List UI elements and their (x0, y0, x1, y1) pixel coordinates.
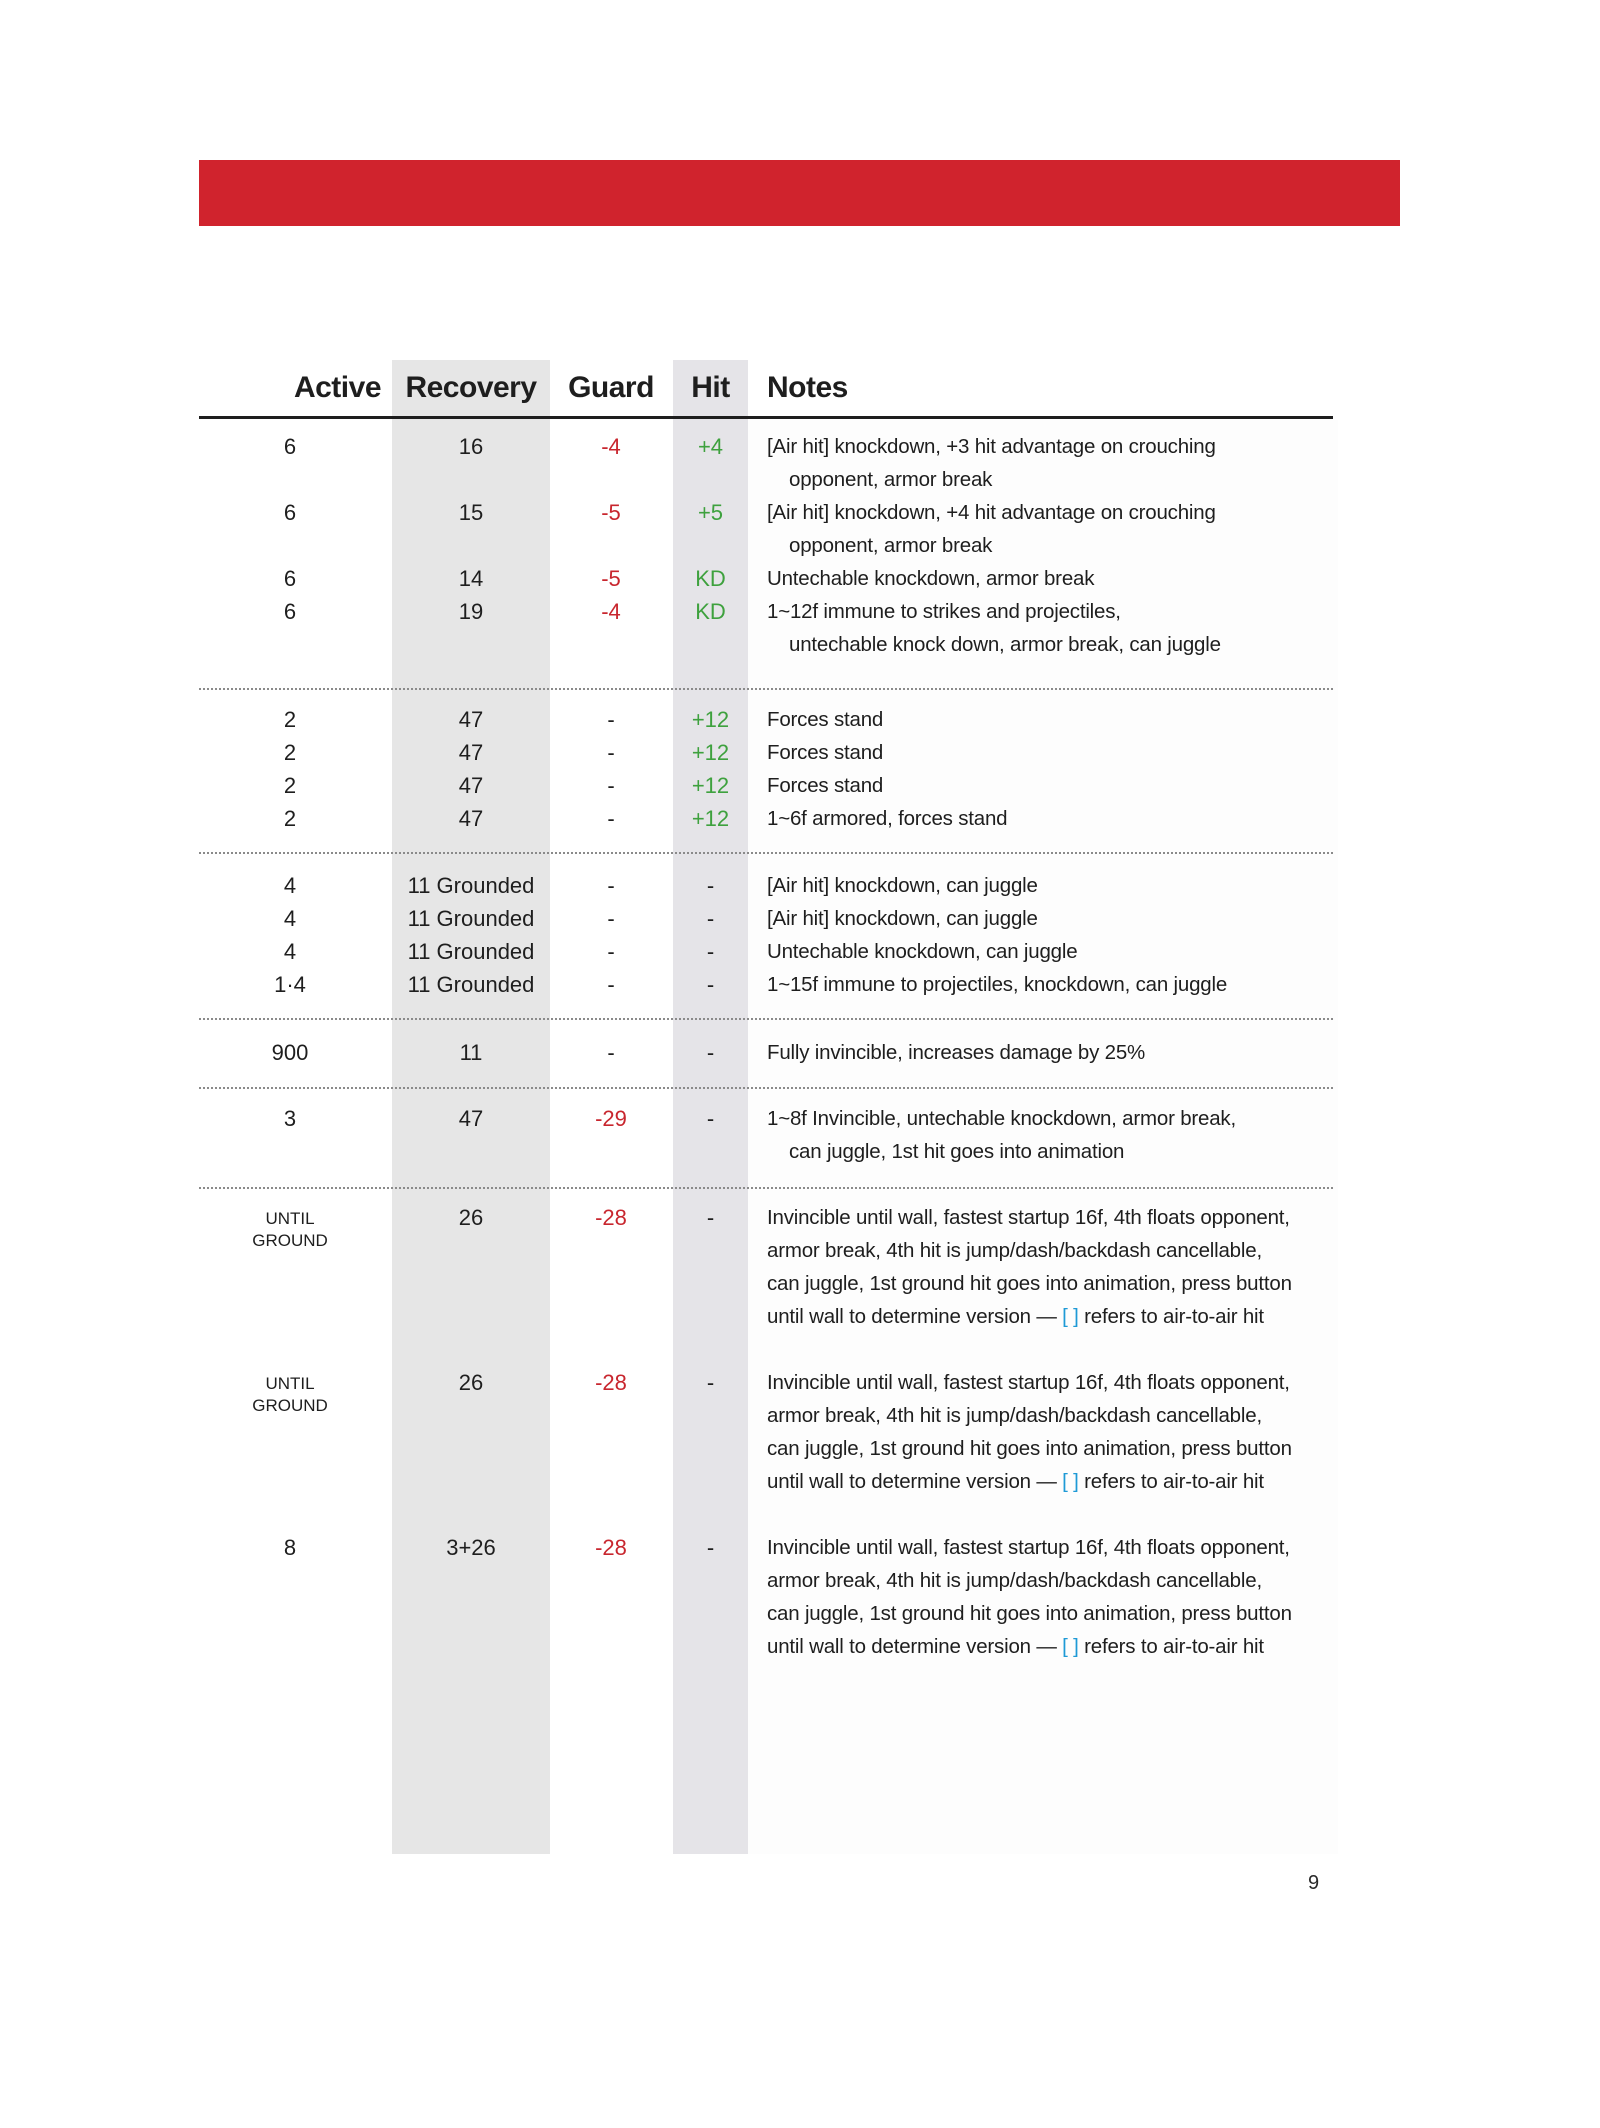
table-row (199, 1366, 1333, 1531)
guard-cell: -29 (595, 1106, 627, 1131)
notes-line: can juggle, 1st ground hit goes into animation, press button (767, 1602, 1292, 1625)
notes-line: [Air hit] knockdown, +4 hit advantage on crouching (767, 501, 1216, 524)
guard-cell: - (607, 1040, 615, 1065)
notes-line: [Air hit] knockdown, +3 hit advantage on crouching (767, 435, 1216, 458)
group-separator (199, 1187, 1333, 1189)
hit-cell: +12 (691, 740, 730, 765)
guard-cell: -5 (601, 500, 621, 525)
notes-cell (767, 1366, 1347, 1498)
notes-text: refers to air-to-air hit (1078, 1470, 1264, 1493)
notes-line: 1~8f Invincible, untechable knockdown, armor break, (767, 1107, 1236, 1130)
notes-line: armor break, 4th hit is jump/dash/backdash cancellable, (767, 1239, 1262, 1262)
guard-cell: -28 (595, 1535, 627, 1560)
hit-cell: - (706, 1370, 715, 1395)
guard-cell: - (607, 773, 615, 798)
table-row (199, 1531, 1333, 1696)
recovery-cell: 26 (458, 1370, 484, 1395)
table-row (199, 1102, 1333, 1168)
header-rule (199, 416, 1333, 419)
notes-text: refers to air-to-air hit (1078, 1305, 1264, 1328)
table-row (199, 935, 1333, 968)
table-row (199, 430, 1333, 496)
active-cell: 4 (283, 939, 297, 964)
table-row (199, 1201, 1333, 1366)
table-row (199, 496, 1333, 562)
hit-cell: - (706, 972, 715, 997)
notes-cell (767, 1201, 1347, 1333)
column-header-hit: Hit (691, 371, 730, 404)
group-separator (199, 852, 1333, 854)
active-line: GROUND (252, 1396, 328, 1415)
column-header-recovery: Recovery (405, 371, 537, 404)
recovery-cell: 11 Grounded (407, 873, 535, 898)
notes-text: refers to air-to-air hit (1078, 1635, 1264, 1658)
hit-cell: KD (695, 566, 726, 591)
table-row (199, 802, 1333, 835)
column-header-guard: Guard (568, 371, 654, 404)
notes-line: opponent, armor break (789, 468, 993, 491)
recovery-cell: 47 (458, 806, 484, 831)
active-cell: 2 (283, 707, 297, 732)
hit-cell: - (706, 1040, 715, 1065)
active-cell: 6 (283, 566, 297, 591)
notes-cell (767, 736, 1347, 769)
guard-cell: - (607, 740, 615, 765)
notes-line: [Air hit] knockdown, can juggle (767, 874, 1038, 897)
air-to-air-bracket: [ ] (1062, 1470, 1079, 1493)
column-header-notes: Notes (767, 371, 848, 404)
notes-cell (767, 1036, 1347, 1069)
notes-line (767, 1630, 1347, 1663)
active-line: UNTIL (265, 1209, 315, 1228)
recovery-cell: 11 Grounded (407, 906, 535, 931)
notes-line: 1~6f armored, forces stand (767, 807, 1008, 830)
group-separator (199, 688, 1333, 690)
recovery-cell: 11 (459, 1040, 483, 1065)
notes-line: Forces stand (767, 708, 884, 731)
active-line: GROUND (252, 1231, 328, 1250)
notes-line: Untechable knockdown, can juggle (767, 940, 1078, 963)
recovery-cell: 47 (458, 1106, 484, 1131)
hit-cell: - (706, 939, 715, 964)
table-row (199, 968, 1333, 1001)
column-header-active: Active (293, 371, 381, 404)
hit-cell: - (706, 1535, 715, 1560)
notes-cell (767, 595, 1347, 661)
table-row (199, 562, 1333, 595)
guard-cell: -4 (601, 599, 621, 624)
hit-cell: +12 (691, 773, 730, 798)
notes-line: Untechable knockdown, armor break (767, 567, 1095, 590)
notes-cell (767, 902, 1347, 935)
hit-cell: - (706, 1205, 715, 1230)
notes-cell (767, 968, 1347, 1001)
notes-line: Invincible until wall, fastest startup 16f, 4th floats opponent, (767, 1206, 1290, 1229)
notes-line: untechable knock down, armor break, can juggle (789, 633, 1221, 656)
notes-line: 1~15f immune to projectiles, knockdown, can juggle (767, 973, 1228, 996)
notes-cell (767, 430, 1347, 496)
table-row (199, 703, 1333, 736)
active-cell: 6 (283, 500, 297, 525)
table-row (199, 869, 1333, 902)
hit-cell: +12 (691, 806, 730, 831)
notes-line: Invincible until wall, fastest startup 16f, 4th floats opponent, (767, 1536, 1290, 1559)
active-cell: 1·4 (274, 972, 306, 997)
table-row (199, 769, 1333, 802)
notes-cell (767, 1531, 1347, 1663)
guard-cell: - (607, 806, 615, 831)
hit-cell: +12 (691, 707, 730, 732)
notes-cell (767, 562, 1347, 595)
notes-line: can juggle, 1st ground hit goes into animation, press button (767, 1272, 1292, 1295)
active-cell: 6 (283, 599, 297, 624)
header-accent-bar (199, 160, 1400, 226)
notes-cell (767, 802, 1347, 835)
table-header (199, 360, 1333, 416)
notes-text: until wall to determine version — (767, 1635, 1063, 1658)
recovery-cell: 11 Grounded (407, 972, 535, 997)
hit-cell: +5 (697, 500, 724, 525)
move-group-5 (199, 1102, 1333, 1168)
recovery-cell: 16 (458, 434, 484, 459)
recovery-cell: 47 (458, 740, 484, 765)
recovery-cell: 19 (458, 599, 484, 624)
notes-line (767, 1300, 1347, 1333)
recovery-cell: 26 (458, 1205, 484, 1230)
guard-cell: -4 (601, 434, 621, 459)
table-row (199, 595, 1333, 661)
hit-cell: KD (695, 599, 726, 624)
active-line: UNTIL (265, 1374, 315, 1393)
group-separator (199, 1087, 1333, 1089)
notes-line: Fully invincible, increases damage by 25% (767, 1041, 1146, 1064)
recovery-cell: 11 Grounded (407, 939, 535, 964)
notes-cell (767, 935, 1347, 968)
active-cell: 4 (283, 906, 297, 931)
active-cell (215, 1366, 365, 1417)
table-row (199, 736, 1333, 769)
active-cell: 900 (271, 1040, 309, 1065)
active-cell: 8 (283, 1535, 297, 1560)
notes-line: 1~12f immune to strikes and projectiles, (767, 600, 1121, 623)
hit-cell: - (706, 1106, 715, 1131)
guard-cell: -28 (595, 1370, 627, 1395)
active-cell: 6 (283, 434, 297, 459)
recovery-cell: 47 (458, 707, 484, 732)
active-cell: 3 (283, 1106, 297, 1131)
table-row (199, 1036, 1333, 1069)
guard-cell: -5 (601, 566, 621, 591)
notes-line: Forces stand (767, 741, 884, 764)
hit-cell: - (706, 873, 715, 898)
hit-cell: +4 (697, 434, 724, 459)
notes-text: until wall to determine version — (767, 1305, 1063, 1328)
move-group-2 (199, 703, 1333, 835)
active-cell: 2 (283, 740, 297, 765)
recovery-cell: 47 (458, 773, 484, 798)
notes-line: armor break, 4th hit is jump/dash/backdash cancellable, (767, 1569, 1262, 1592)
notes-cell (767, 1102, 1347, 1168)
group-separator (199, 1018, 1333, 1020)
guard-cell: - (607, 873, 615, 898)
recovery-cell: 14 (458, 566, 484, 591)
notes-line: Forces stand (767, 774, 884, 797)
move-group-4 (199, 1036, 1333, 1069)
recovery-cell: 15 (458, 500, 484, 525)
notes-cell (767, 496, 1347, 562)
guard-cell: - (607, 939, 615, 964)
active-cell: 4 (283, 873, 297, 898)
recovery-cell: 3+26 (446, 1535, 496, 1560)
guard-cell: - (607, 972, 615, 997)
table-row (199, 902, 1333, 935)
notes-cell (767, 769, 1347, 802)
notes-line: armor break, 4th hit is jump/dash/backdash cancellable, (767, 1404, 1262, 1427)
hit-cell: - (706, 906, 715, 931)
notes-line: Invincible until wall, fastest startup 16f, 4th floats opponent, (767, 1371, 1290, 1394)
guard-cell: - (607, 707, 615, 732)
air-to-air-bracket: [ ] (1062, 1635, 1079, 1658)
notes-line: opponent, armor break (789, 534, 993, 557)
move-group-6 (199, 1201, 1333, 1696)
notes-cell (767, 869, 1347, 902)
notes-line (767, 1465, 1347, 1498)
notes-cell (767, 703, 1347, 736)
active-cell: 2 (283, 773, 297, 798)
notes-line: [Air hit] knockdown, can juggle (767, 907, 1038, 930)
notes-text: until wall to determine version — (767, 1470, 1063, 1493)
air-to-air-bracket: [ ] (1062, 1305, 1079, 1328)
guard-cell: - (607, 906, 615, 931)
move-group-3 (199, 869, 1333, 1001)
move-group-1 (199, 430, 1333, 661)
active-cell: 2 (283, 806, 297, 831)
guard-cell: -28 (595, 1205, 627, 1230)
notes-line: can juggle, 1st ground hit goes into animation, press button (767, 1437, 1292, 1460)
active-cell (215, 1201, 365, 1252)
notes-line: can juggle, 1st hit goes into animation (789, 1140, 1125, 1163)
page-number: 9 (1308, 1872, 1320, 1894)
